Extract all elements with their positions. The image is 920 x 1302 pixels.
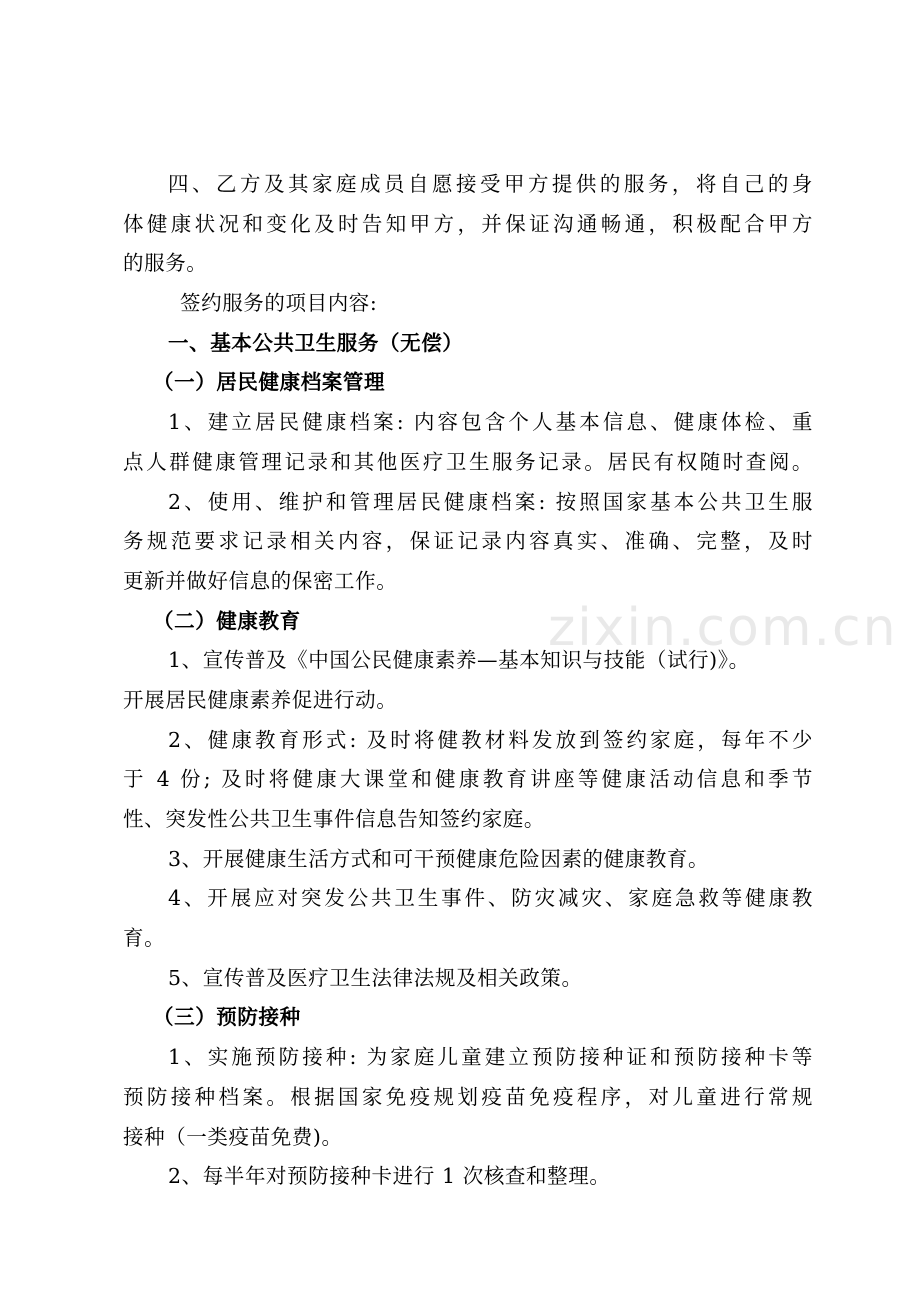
paragraph-line: 性、突发性公共卫生事件信息告知签约家庭。 (123, 807, 545, 831)
paragraph-line: 接种（一类疫苗免费)。 (123, 1124, 343, 1149)
paragraph-line: 2、每半年对预防接种卡进行 1 次核查和整理。 (168, 1164, 611, 1189)
document-body (123, 165, 813, 1197)
section-heading: 一、基本公共卫生服务（无偿） (168, 330, 464, 355)
paragraph-line: 2、健康教育形式: 及时将健教材料发放到签约家庭，每年不少 (168, 727, 813, 752)
paragraph-line: 四、乙方及其家庭成员自愿接受甲方提供的服务，将自己的身 (168, 172, 813, 196)
paragraph-line: 1、实施预防接种: 为家庭儿童建立预防接种证和预防接种卡等 (168, 1045, 813, 1070)
paragraph-line: 预防接种档案。根据国家免疫规划疫苗免疫程序，对儿童进行常规 (123, 1084, 813, 1109)
paragraph-line: 开展居民健康素养促进行动。 (123, 687, 398, 712)
paragraph-line: 1、建立居民健康档案: 内容包含个人基本信息、健康体检、重 (168, 410, 813, 435)
paragraph-line: 务规范要求记录相关内容，保证记录内容真实、准确、完整，及时 (123, 529, 813, 554)
watermark: zixin.com.cn (548, 598, 898, 658)
paragraph-line: 5、宣传普及医疗卫生法律法规及相关政策。 (168, 965, 583, 990)
subsection-heading: （二）健康教育 (153, 608, 301, 633)
paragraph-line: 育。 (123, 926, 166, 951)
paragraph-line: 1、宣传普及《中国公民健康素养—基本知识与技能（试行)》。 (168, 648, 750, 673)
subsection-heading: （一）居民健康档案管理 (153, 370, 386, 395)
paragraph-line: 点人群健康管理记录和其他医疗卫生服务记录。居民有权随时查阅。 (123, 449, 813, 474)
paragraph-line: 于 4 份; 及时将健康大课堂和健康教育讲座等健康活动信息和季节 (123, 767, 813, 792)
section-intro: 签约服务的项目内容: (180, 291, 378, 316)
paragraph-line: 3、开展健康生活方式和可干预健康危险因素的健康教育。 (168, 846, 710, 871)
paragraph-line: 的服务。 (123, 251, 208, 276)
paragraph-line: 2、使用、维护和管理居民健康档案: 按照国家基本公共卫生服 (168, 489, 813, 514)
subsection-heading: （三）预防接种 (153, 1005, 301, 1030)
paragraph-line: 4、开展应对突发公共卫生事件、防灾减灾、家庭急救等健康教 (168, 886, 813, 911)
paragraph-line: 体健康状况和变化及时告知甲方，并保证沟通畅通，积极配合甲方 (123, 211, 813, 236)
paragraph-line: 更新并做好信息的保密工作。 (123, 568, 398, 593)
